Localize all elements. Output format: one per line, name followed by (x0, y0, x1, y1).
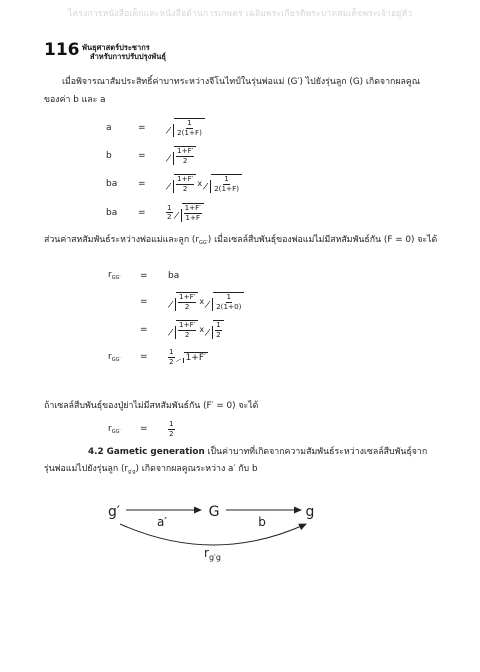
sqrt: $\frac{1+F'}{2}$ (166, 146, 196, 165)
eq-sign: = (138, 178, 146, 189)
watermark-text: โครงการหนังสือเด็กและหนังสือด้านการเกษตร เฉลิมพระเกียรติพระบาทสมเด็จพระเจ้าอยู่หัว (67, 9, 413, 19)
node-mid: G (208, 504, 220, 520)
edge-label-left: a′ (156, 515, 168, 529)
eq-lhs: $r_{GG'}$ (108, 270, 121, 281)
section-4-2-line1: 4.2 Gametic generation เป็นค่าบาทที่เกิดจากความสัมพันธ์ระหว่างเซลล์สืบพันธุ์จาก (88, 447, 428, 457)
sqrt: $\frac{1}{2(1+F)}$ (166, 118, 205, 137)
equation-ba-simplified (106, 203, 366, 222)
eq-lhs: b (106, 150, 112, 161)
eq-sign: = (140, 424, 148, 434)
coefficient: $\frac{1}{2}$ (167, 202, 172, 221)
sqrt: $\frac{1}{2}$ (205, 320, 224, 339)
book-title-line2: สำหรับการปรับปรุงพันธุ์ (90, 52, 166, 61)
sqrt: $\frac{1+F'}{2}$ (168, 292, 198, 311)
sqrt: $\frac{1+F'}{2}$ (168, 320, 198, 339)
eq-lhs: a (106, 122, 112, 133)
book-title-line1: พันธุศาสตร์ประชากร (82, 43, 150, 52)
curve-label: $r_{g'g}$ (204, 546, 221, 562)
sqrt: $\frac{1}{2(1+0)}$ (205, 292, 244, 311)
curve-arrow (120, 524, 306, 545)
eq-rhs: ba (168, 270, 180, 281)
equation-r-step1 (108, 292, 368, 311)
eq-sign: = (140, 270, 148, 281)
sqrt: $\frac{1}{2(1+F)}$ (203, 174, 242, 193)
equation-b (106, 146, 366, 165)
eq-lhs: ba (106, 178, 118, 189)
node-right: g (305, 504, 315, 520)
equation-r-ba (108, 270, 368, 281)
times-sign: x (199, 325, 205, 334)
equation-r-half (108, 420, 308, 438)
intro-line1: เมื่อพิจารณาสัมประสิทธิ์ค่าบาทระหว่างจีโนไทป์ในรุ่นพ่อแม่ (G′) ไปยังรุ่นลูก (G) เกิดจากผลคูณ (62, 77, 420, 87)
section-heading: 4.2 Gametic generation (88, 447, 205, 457)
equation-ba-product (106, 174, 366, 193)
sqrt: $\frac{1+F'}{1+F}$ (174, 203, 204, 222)
times-sign: x (199, 297, 205, 306)
path-diagram (100, 490, 340, 570)
correlation-text: ส่วนค่าสหสัมพันธ์ระหว่างพ่อแม่และลูก $(r_{GG'})$ เมื่อเซลล์สืบพันธุ์ของพ่อแม่ไม่มีสหสัมพันธ์กัน (F = 0) จะได้ (44, 235, 438, 246)
eq-lhs: $r_{GG'}$ (108, 351, 121, 363)
eq-lhs: $r_{GG'}$ (108, 423, 121, 435)
eq-sign: = (138, 207, 146, 218)
equation-r-step3 (108, 348, 368, 366)
sqrt: $\frac{1+F'}{2}$ (166, 174, 196, 193)
intro-line2: ของค่า b และ a (44, 95, 106, 105)
equation-a (106, 118, 366, 137)
sqrt: 1+F′ (176, 352, 209, 363)
eq-sign: = (140, 296, 148, 307)
grandparent-text: ถ้าเซลล์สืบพันธุ์ของปู่ย่าไม่มีสหสัมพันธ์กัน (F′ = 0) จะได้ (44, 401, 259, 411)
fraction: $\frac{1}{2}$ (169, 419, 174, 438)
page-number: 116 (44, 40, 80, 60)
eq-sign: = (140, 324, 148, 335)
edge-label-right: b (258, 515, 266, 529)
coefficient: $\frac{1}{2}$ (169, 347, 174, 366)
eq-sign: = (138, 150, 146, 161)
eq-sign: = (138, 122, 146, 133)
equation-r-step2 (108, 320, 368, 339)
section-4-2-line2: รุ่นพ่อแม่ไปยังรุ่นลูก $(r_{g'g})$ เกิดจากผลคูณระหว่าง a′ กับ b (44, 464, 258, 475)
eq-sign: = (140, 352, 148, 362)
times-sign: x (197, 179, 203, 188)
eq-lhs: ba (106, 207, 118, 218)
node-left: g′ (107, 504, 121, 520)
